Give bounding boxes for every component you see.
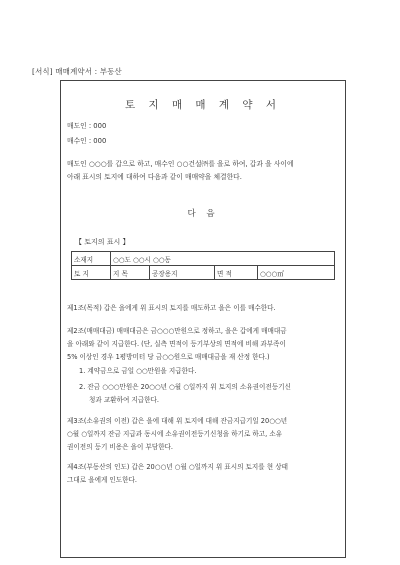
article-line: 청과 교환하여 지급한다. bbox=[89, 396, 159, 404]
article-2 bbox=[67, 325, 339, 364]
category-value: 공장용지 bbox=[150, 266, 215, 280]
contract-title: 토 지 매 매 계 약 서 bbox=[124, 99, 282, 111]
buyer-line: 매수인 : 000 bbox=[67, 137, 107, 145]
seller-line: 매도인 : 000 bbox=[67, 122, 107, 130]
article-2-item-2 bbox=[79, 381, 339, 407]
article-1: 제1조(목적) 갑은 을에게 위 표시의 토지를 매도하고 을은 이를 매수한다. bbox=[67, 304, 276, 312]
article-line: ○월 ○일까지 잔금 지급과 동시에 소유권이전등기신청을 하기로 하고, 소유 bbox=[67, 430, 283, 438]
article-line: 제4조(부동산의 인도) 갑은 20○○년 ○월 ○일까지 위 표시의 토지를 현 상태 bbox=[67, 463, 288, 471]
area-value: ○○○㎡ bbox=[258, 266, 335, 280]
land-label: 토 지 bbox=[72, 266, 111, 280]
contract-frame bbox=[60, 80, 346, 558]
form-label: [서식] 매매계약서 : 부동산 bbox=[32, 67, 122, 76]
article-line: 그대로 을에게 인도한다. bbox=[67, 476, 137, 484]
intro-line: 매도인 ○○○를 갑으로 하고, 매수인 ○○건설㈜를 을로 하여, 갑과 을 사이에 bbox=[67, 160, 294, 168]
article-line: 제2조(매매대금) 매매대금은 금○○○만원으로 정하고, 을은 갑에게 매매대금 bbox=[67, 327, 287, 335]
article-line: 을 아래와 같이 지급한다. (단, 실측 면적이 등기부상의 면적에 비해 과부족이 bbox=[67, 340, 286, 348]
table-row bbox=[72, 266, 335, 280]
article-3 bbox=[67, 415, 339, 454]
article-line: 권이전의 등기 비용은 을이 부담한다. bbox=[67, 443, 174, 451]
location-label: 소재지 bbox=[72, 252, 111, 266]
category-label: 지 목 bbox=[111, 266, 150, 280]
section-heading: 다 음 bbox=[187, 209, 219, 219]
location-value: ○○도 ○○시 ○○동 bbox=[111, 252, 335, 266]
land-table bbox=[71, 251, 335, 280]
article-line: 5% 이상인 경우 1평방미터 당 금○○원으로 매매대금을 재 산정 한다.) bbox=[67, 353, 270, 361]
land-section-title: 【 토지의 표시 】 bbox=[75, 238, 130, 246]
intro-line: 아래 표시의 토지에 대하여 다음과 같이 매매약을 체결한다. bbox=[67, 173, 242, 181]
article-2-item-1: 1. 계약금으로 금일 ○○만원을 지급한다. bbox=[79, 367, 197, 375]
article-line: 제3조(소유권의 이전) 갑은 을에 대해 위 토지에 대해 잔금지급기일 20○○년 bbox=[67, 417, 288, 425]
intro-paragraph bbox=[67, 158, 339, 184]
table-row bbox=[72, 252, 335, 266]
article-line: 2. 잔금 ○○○만원은 20○○년 ○월 ○일까지 위 토지의 소유권이전등기신 bbox=[79, 383, 291, 391]
area-label: 면 적 bbox=[215, 266, 258, 280]
article-4 bbox=[67, 461, 339, 487]
